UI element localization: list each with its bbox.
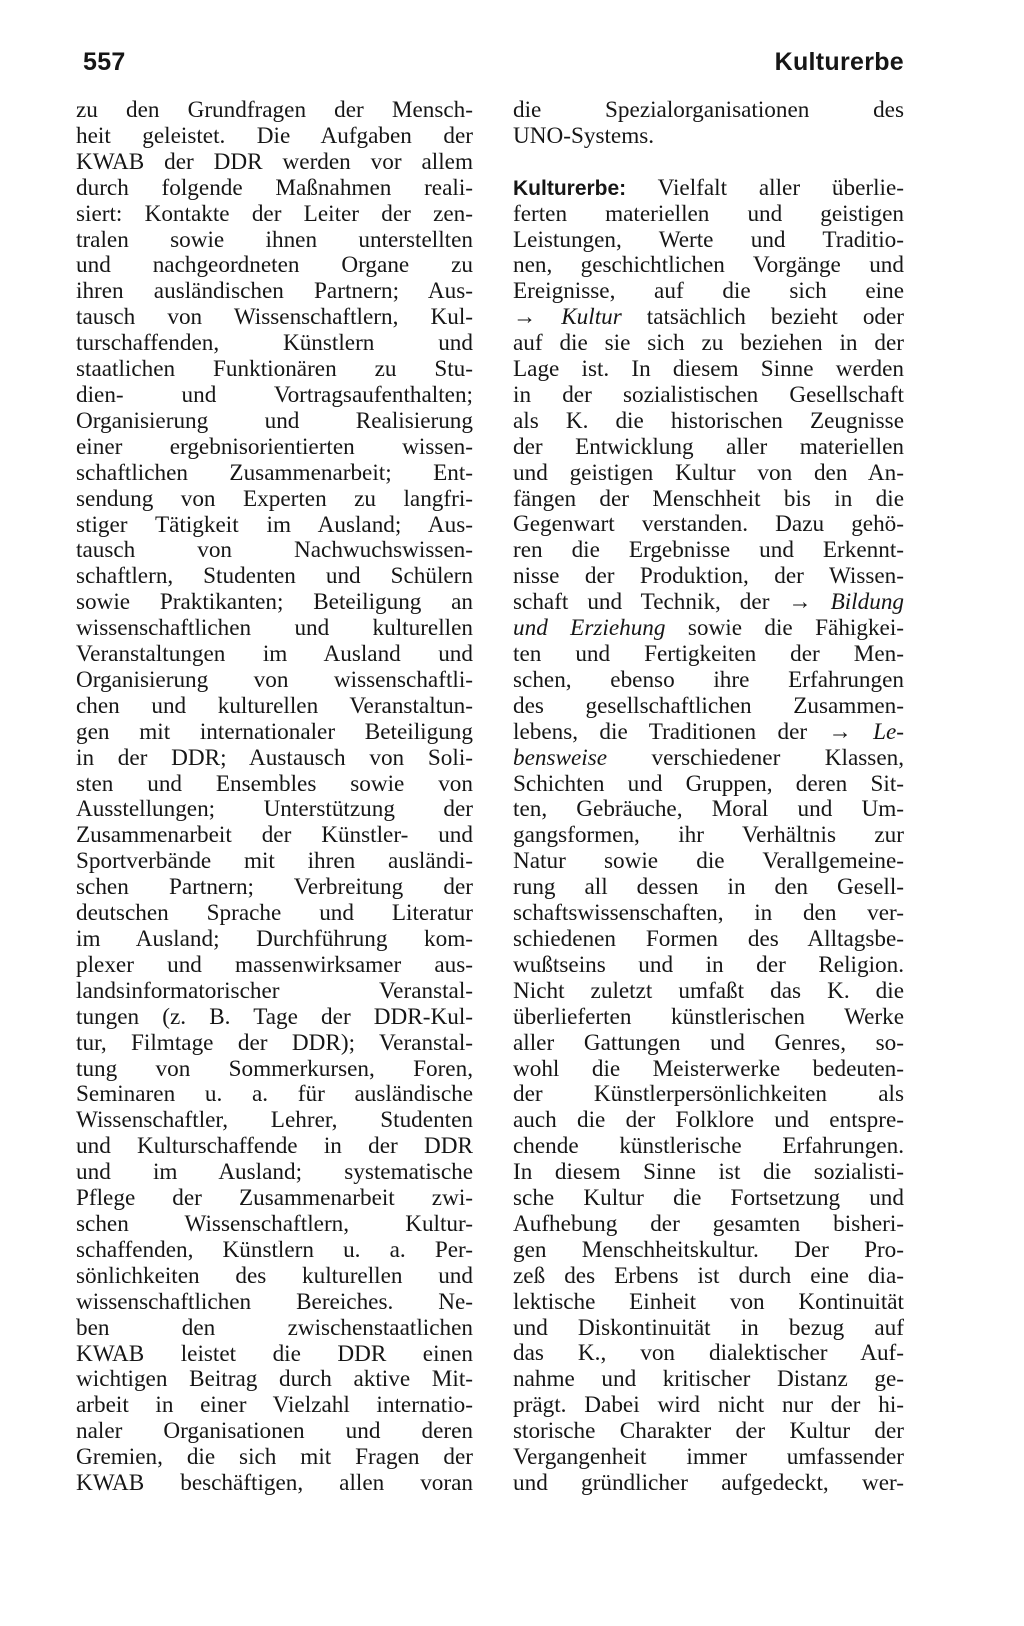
text-fragment: schaft und Technik, der xyxy=(513,589,770,616)
text-line: ferten materiellen und geistigen xyxy=(513,200,904,227)
text-line: Zusammenarbeit der Künstler- und xyxy=(76,822,473,849)
text-line: der Entwicklung aller materiellen xyxy=(513,433,904,460)
text-line: und Kulturschaffende in der DDR xyxy=(76,1133,473,1160)
cross-reference-kultur: Kultur xyxy=(561,304,622,331)
text-line: heit geleistet. Die Aufgaben der xyxy=(76,122,473,149)
text-line: durch folgende Maßnahmen reali- xyxy=(76,174,473,201)
text-line: in der DDR; Austausch von Soli- xyxy=(76,744,473,771)
text-line: tausch von Wissenschaftlern, Kul- xyxy=(76,304,473,331)
text-line: sche Kultur die Fortsetzung und xyxy=(513,1185,904,1212)
entry-lemma: Kulturerbe: xyxy=(513,176,627,200)
cross-reference-erziehung: und Erziehung xyxy=(513,615,666,642)
text-line: Nicht zuletzt umfaßt das K. die xyxy=(513,977,904,1004)
text-line: Ereignisse, auf die sich eine xyxy=(513,278,904,305)
text-line: zeß des Erbens ist durch eine dia- xyxy=(513,1262,904,1289)
text-line: und Diskontinuität in bezug auf xyxy=(513,1314,904,1341)
cross-reference-arrow: → xyxy=(513,304,537,331)
text-line: schaftlichen Zusammenarbeit; Ent- xyxy=(76,459,473,486)
text-line: als K. die historischen Zeugnisse xyxy=(513,407,904,434)
text-line: ren die Ergebnisse und Erkennt- xyxy=(513,537,904,564)
text-line: stiger Tätigkeit im Ausland; Aus- xyxy=(76,511,473,538)
text-line: storische Charakter der Kultur der xyxy=(513,1418,904,1445)
text-line xyxy=(513,720,904,746)
left-column xyxy=(76,98,473,1497)
text-line: auch die der Folklore und entspre- xyxy=(513,1107,904,1134)
text-line xyxy=(513,616,904,642)
text-line: schiedenen Formen des Alltagsbe- xyxy=(513,925,904,952)
text-line: naler Organisationen und deren xyxy=(76,1418,473,1445)
text-line: Seminaren u. a. für ausländische xyxy=(76,1081,473,1108)
cross-reference-arrow: → xyxy=(828,718,852,745)
text-line: schen Wissenschaftlern, Kultur- xyxy=(76,1210,473,1237)
text-line: Pflege der Zusammenarbeit zwi- xyxy=(76,1185,473,1212)
text-line: nisse der Produktion, der Wissen- xyxy=(513,563,904,590)
text-line: tralen sowie ihnen unterstellten xyxy=(76,226,473,253)
text-line: chende künstlerische Erfahrungen. xyxy=(513,1133,904,1160)
text-line: nen, geschichtlichen Vorgänge und xyxy=(513,252,904,279)
text-fragment: tatsächlich bezieht oder xyxy=(646,304,905,331)
text-line: lektische Einheit von Kontinuität xyxy=(513,1288,904,1315)
text-line: Gremien, die sich mit Fragen der xyxy=(76,1444,473,1471)
text-line: deutschen Sprache und Literatur xyxy=(76,900,473,927)
text-line xyxy=(513,590,904,616)
text-line: schaffenden, Künstlern u. a. Per- xyxy=(76,1236,473,1263)
text-line: sowie Praktikanten; Beteiligung an xyxy=(76,589,473,616)
text-line: gen Menschheitskultur. Der Pro- xyxy=(513,1236,904,1263)
text-line: Vergangenheit immer umfassender xyxy=(513,1444,904,1471)
text-line: ten und Fertigkeiten der Men- xyxy=(513,641,904,668)
text-fragment: Vielfalt aller überlie- xyxy=(657,174,904,201)
cross-reference-bildung: Bildung xyxy=(830,589,905,616)
text-line: ten, Gebräuche, Moral und Um- xyxy=(513,796,904,823)
text-line: siert: Kontakte der Leiter der zen- xyxy=(76,200,473,227)
text-line: aller Gattungen und Genres, so- xyxy=(513,1029,904,1056)
text-line: schaftswissenschaften, in den ver- xyxy=(513,900,904,927)
text-line: Ausstellungen; Unterstützung der xyxy=(76,796,473,823)
text-line: KWAB beschäftigen, allen voran xyxy=(76,1470,473,1497)
text-line: im Ausland; Durchführung kom- xyxy=(76,926,473,952)
text-line: wohl die Meisterwerke bedeuten- xyxy=(513,1055,904,1082)
text-line: der Künstlerpersönlichkeiten als xyxy=(513,1081,904,1108)
text-line: einer ergebnisorientierten wissen- xyxy=(76,433,473,460)
text-line: wissenschaftlichen Bereiches. Ne- xyxy=(76,1288,473,1315)
text-line: In diesem Sinne ist die sozialisti- xyxy=(513,1159,904,1186)
text-line: die Spezialorganisationen des xyxy=(513,97,904,123)
text-line: und gründlicher aufgedeckt, wer- xyxy=(513,1470,904,1497)
text-line: KWAB der DDR werden vor allem xyxy=(76,148,473,175)
cross-reference-arrow: → xyxy=(788,589,812,616)
text-line: KWAB leistet die DDR einen xyxy=(76,1340,473,1367)
text-line: staatlichen Funktionären zu Stu- xyxy=(76,356,473,383)
text-line: sendung von Experten zu langfri- xyxy=(76,485,473,512)
text-line: schaftlern, Studenten und Schülern xyxy=(76,563,473,590)
cross-reference-lebensweise-cont: bensweise xyxy=(513,744,608,771)
text-fragment: verschiedener Klassen, xyxy=(651,744,905,771)
text-line: fängen der Menschheit bis in die xyxy=(513,485,904,512)
text-line: Organisierung von wissenschaftli- xyxy=(76,666,473,693)
text-line: das K., von dialektischer Auf- xyxy=(513,1340,904,1367)
text-line: Lage ist. In diesem Sinne werden xyxy=(513,356,904,383)
text-line: prägt. Dabei wird nicht nur der hi- xyxy=(513,1392,904,1419)
text-line: wußtseins und in der Religion. xyxy=(513,951,904,978)
text-line: plexer und massenwirksamer aus- xyxy=(76,951,473,978)
right-column xyxy=(513,98,904,1497)
text-line xyxy=(513,746,904,772)
text-line: UNO-Systems. xyxy=(513,122,655,149)
text-line: tur, Filmtage der DDR); Veranstal- xyxy=(76,1029,473,1056)
text-line: gen mit internationaler Beteiligung xyxy=(76,718,473,745)
text-line: zu den Grundfragen der Mensch- xyxy=(76,97,473,123)
text-line: gangsformen, ihr Verhältnis zur xyxy=(513,822,904,849)
text-line: arbeit in einer Vielzahl internatio- xyxy=(76,1392,473,1419)
text-line: Gegenwart verstanden. Dazu gehö- xyxy=(513,511,904,538)
text-line: Natur sowie die Verallgemeine- xyxy=(513,848,904,875)
text-line: wichtigen Beitrag durch aktive Mit- xyxy=(76,1366,473,1393)
text-line: turschaffenden, Künstlern und xyxy=(76,330,473,357)
text-line: ben den zwischenstaatlichen xyxy=(76,1314,473,1341)
paragraph-gap xyxy=(513,150,904,176)
text-line: und im Ausland; systematische xyxy=(76,1159,473,1186)
text-line: Schichten und Gruppen, deren Sit- xyxy=(513,770,904,797)
text-line xyxy=(513,305,904,331)
text-fragment: lebens, die Traditionen der xyxy=(513,718,808,745)
text-line: Leistungen, Werte und Traditio- xyxy=(513,226,904,253)
text-line: und geistigen Kultur von den An- xyxy=(513,459,904,486)
text-line: rung all dessen in den Gesell- xyxy=(513,874,904,901)
text-line: Sportverbände mit ihren ausländi- xyxy=(76,848,473,875)
text-fragment: sowie die Fähigkei- xyxy=(687,615,904,642)
text-line: tausch von Nachwuchswissen- xyxy=(76,537,473,564)
text-line: und nachgeordneten Organe zu xyxy=(76,252,473,279)
text-line: nahme und kritischer Distanz ge- xyxy=(513,1366,904,1393)
running-head: Kulturerbe xyxy=(774,48,904,76)
text-line: sten und Ensembles sowie von xyxy=(76,770,473,797)
text-line: tung von Sommerkursen, Foren, xyxy=(76,1055,473,1082)
page-number: 557 xyxy=(83,48,126,76)
text-line: sönlichkeiten des kulturellen und xyxy=(76,1262,473,1289)
text-line: dien- und Vortragsaufenthalten; xyxy=(76,381,473,408)
text-line: schen, ebenso ihre Erfahrungen xyxy=(513,666,904,693)
text-line: Aufhebung der gesamten bisheri- xyxy=(513,1210,904,1237)
cross-reference-lebensweise: Le- xyxy=(873,718,905,745)
text-line: Veranstaltungen im Ausland und xyxy=(76,641,473,668)
text-line: landsinformatorischer Veranstal- xyxy=(76,977,473,1004)
text-line: auf die sie sich zu beziehen in der xyxy=(513,330,904,357)
text-line: schen Partnern; Verbreitung der xyxy=(76,874,473,901)
text-line: Wissenschaftler, Lehrer, Studenten xyxy=(76,1107,473,1134)
text-line: tungen (z. B. Tage der DDR-Kul- xyxy=(76,1003,473,1030)
text-line: des gesellschaftlichen Zusammen- xyxy=(513,692,904,719)
text-line: in der sozialistischen Gesellschaft xyxy=(513,381,904,408)
text-line: chen und kulturellen Veranstaltun- xyxy=(76,692,473,719)
text-line: Organisierung und Realisierung xyxy=(76,407,473,434)
text-line: überlieferten künstlerischen Werke xyxy=(513,1003,904,1030)
text-line: wissenschaftlichen und kulturellen xyxy=(76,615,473,642)
entry-head-line xyxy=(513,176,904,202)
text-line: ihren ausländischen Partnern; Aus- xyxy=(76,278,473,305)
